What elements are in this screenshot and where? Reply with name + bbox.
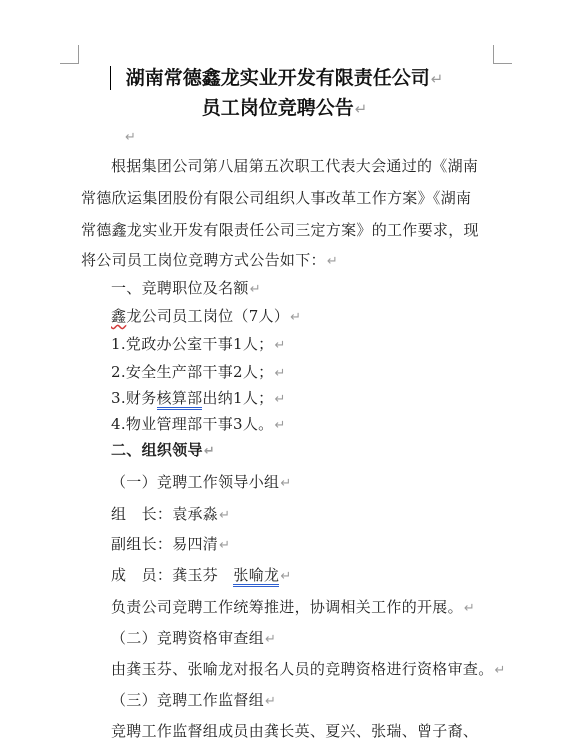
crop-mark-top-right [493,45,512,64]
section1-heading[interactable]: 一、竞聘职位及名额↵ [111,279,261,297]
group3-duty[interactable]: 竞聘工作监督组成员由龚长英、夏兴、张瑞、曾子裔、 [111,722,479,740]
paragraph-mark-icon: ↵ [354,100,368,118]
group1-duty[interactable]: 负责公司竞聘工作统筹推进，协调相关工作的开展。↵ [111,598,476,616]
empty-paragraph[interactable] [124,126,136,148]
paragraph-mark-icon: ↵ [265,632,277,647]
paragraph-mark-icon: ↵ [326,254,339,269]
intro-line-3[interactable]: 常德鑫龙实业开发有限责任公司三定方案》的工作要求，现 [81,221,479,239]
deputy-leader-line[interactable]: 副组长：易四清↵ [111,535,231,553]
paragraph-mark-icon: ↵ [265,694,277,709]
intro-line-1[interactable]: 根据集团公司第八届第五次职工代表大会通过的《湖南 [111,157,479,175]
position-item-2[interactable]: 2.安全生产部干事2人；↵ [111,363,286,381]
paragraph-mark-icon: ↵ [125,130,137,145]
group2-duty[interactable]: 由龚玉芬、张喻龙对报名人员的竞聘资格进行资格审查。↵ [111,660,506,678]
section1-subheading[interactable]: 鑫龙公司员工岗位（7人）↵ [111,307,302,325]
grammar-underlined-name: 张喻龙 [233,566,279,587]
paragraph-mark-icon: ↵ [219,538,231,553]
paragraph-mark-icon: ↵ [249,282,261,297]
document-title-line1[interactable]: 湖南常德鑫龙实业开发有限责任公司↵ [125,67,444,89]
paragraph-mark-icon: ↵ [274,366,286,381]
paragraph-mark-icon: ↵ [274,392,286,407]
paragraph-mark-icon: ↵ [280,569,292,584]
position-item-4[interactable]: 4.物业管理部干事3人。↵ [111,415,286,433]
intro-line-4[interactable]: 将公司员工岗位竞聘方式公告如下：↵ [81,251,339,269]
members-line[interactable]: 成 员：龚玉芬 张喻龙↵ [111,565,292,587]
position-item-3[interactable]: 3.财务核算部出纳1人；↵ [111,388,286,410]
group-leader-line[interactable]: 组 长：袁承淼↵ [111,505,231,523]
grammar-underlined-phrase: 核算部 [157,389,203,410]
paragraph-mark-icon: ↵ [463,601,476,616]
paragraph-mark-icon: ↵ [430,70,444,88]
crop-mark-top-left [60,45,79,64]
group1-heading[interactable]: （一）竞聘工作领导小组↵ [111,473,292,491]
paragraph-mark-icon: ↵ [280,476,292,491]
document-title-line2[interactable]: 员工岗位竞聘公告↵ [201,97,368,119]
paragraph-mark-icon: ↵ [290,310,302,325]
spellcheck-underlined-word: 鑫 [111,307,127,325]
paragraph-mark-icon: ↵ [203,444,216,459]
group3-heading[interactable]: （三）竞聘工作监督组↵ [111,691,277,709]
paragraph-mark-icon: ↵ [274,418,286,433]
paragraph-mark-icon: ↵ [274,338,286,353]
paragraph-mark-icon: ↵ [494,663,506,678]
group2-heading[interactable]: （二）竞聘资格审查组↵ [111,629,277,647]
paragraph-mark-icon: ↵ [219,508,231,523]
intro-line-2[interactable]: 常德欣运集团股份有限公司组织人事改革工作方案》《湖南 [81,189,472,207]
position-item-1[interactable]: 1.党政办公室干事1人；↵ [111,335,286,353]
section2-heading[interactable]: 二、组织领导↵ [111,441,216,459]
